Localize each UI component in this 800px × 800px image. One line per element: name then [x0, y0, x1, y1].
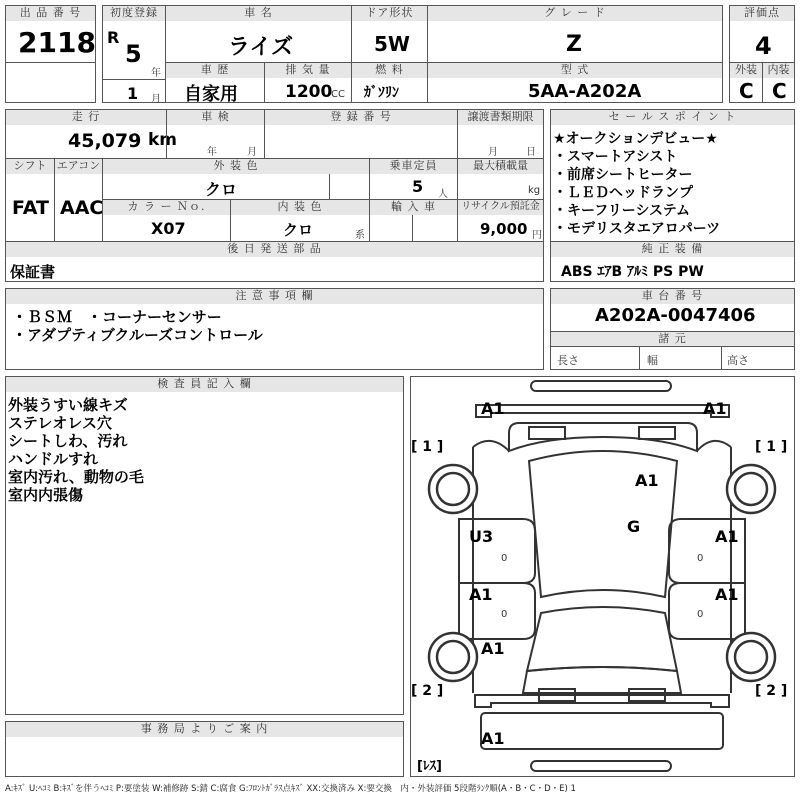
- damage-code-front-right: A1: [703, 399, 727, 418]
- mileage: 45,079: [68, 130, 142, 152]
- note-item: ・アダプティブクルーズコントロール: [12, 326, 263, 344]
- capacity-unit: 人: [438, 189, 448, 200]
- color-number-header: カ ラ ー Ｎｏ.: [103, 200, 230, 215]
- selling-points-list: [553, 130, 793, 238]
- displacement-cell: [264, 62, 352, 103]
- registration-month: 1: [127, 84, 139, 103]
- zero-mark: 0: [697, 609, 704, 620]
- mileage-cell: [5, 109, 178, 159]
- fuel-cell: [351, 62, 428, 103]
- inspector-cell: [5, 376, 404, 715]
- lot-blank-cell: [5, 62, 96, 103]
- interior-score-cell: [762, 62, 795, 103]
- spare-tire-label: [ﾚｽ]: [417, 759, 442, 774]
- inspection-year-unit: 年: [207, 147, 217, 158]
- zero-mark: 0: [697, 553, 704, 564]
- selling-point: ・スマートアシスト: [553, 149, 678, 165]
- vehicle-history: 自家用: [184, 84, 238, 105]
- import-cell: [369, 199, 458, 242]
- inspector-note: シートしわ、汚れ: [8, 432, 128, 450]
- zero-mark: 0: [501, 553, 508, 564]
- selling-points-header: セ ー ル ス ポ イ ン ト: [551, 110, 794, 125]
- inspector-notes: [8, 396, 398, 504]
- notes-list: [12, 308, 532, 344]
- history-cell: [165, 62, 265, 103]
- door-cell: [351, 5, 428, 63]
- color-number-cell: [102, 199, 231, 242]
- damage-code-right-rear-door: A1: [715, 585, 739, 604]
- interior-score: C: [772, 79, 787, 103]
- office-header: 事 務 局 よ り ご 案 内: [6, 722, 403, 737]
- first-registration-header: 初度登録: [103, 6, 165, 21]
- dim-width: 幅: [647, 354, 658, 367]
- door-type: 5W: [374, 32, 410, 56]
- dim-length: 長さ: [557, 354, 579, 367]
- recycle-header: リサイクル預託金: [458, 200, 543, 215]
- score-header: 評価点: [730, 6, 794, 21]
- exterior-color: クロ: [205, 180, 238, 199]
- damage-code-front-left: A1: [481, 399, 505, 418]
- grade-cell: [427, 5, 723, 63]
- inspector-header: 検 査 員 記 入 欄: [6, 377, 403, 392]
- displacement: 1200: [285, 82, 333, 102]
- exterior-score: C: [739, 79, 754, 103]
- score-cell: [729, 5, 795, 63]
- damage-code-right-front-door: A1: [715, 527, 739, 546]
- damage-code-left-rear-door: A1: [469, 585, 493, 604]
- notes-cell: [5, 288, 544, 370]
- interior-header: 内装: [763, 63, 794, 78]
- seating-capacity: 5: [412, 177, 424, 196]
- chassis-cell: [550, 288, 795, 370]
- inspection-cell: [166, 109, 265, 159]
- color-number: X07: [151, 219, 186, 238]
- transfer-deadline-header: 譲渡書類期限: [458, 110, 543, 125]
- equipment-list: ABS ｴｱB ｱﾙﾐ PS PW: [561, 264, 704, 280]
- mileage-unit: km: [148, 130, 178, 150]
- transfer-deadline-cell: [457, 109, 544, 159]
- interior-color-unit: 系: [355, 230, 365, 241]
- lot-number: 2118: [18, 26, 96, 59]
- recycle-cell: [457, 199, 544, 242]
- damage-diagram: [410, 376, 795, 777]
- tire-label-rear-left: [ 2 ]: [411, 683, 444, 699]
- model-code: 5AA-A202A: [528, 81, 642, 102]
- shift-header: シフト: [6, 159, 54, 174]
- legend: A:ｷｽﾞ U:ﾍｺﾐ B:ｷｽﾞを伴うﾍｺﾐ P:要塗装 W:補修跡 S:錆 C:腐食 G:ﾌﾛﾝﾄｶﾞﾗｽ点ｷｽﾞ XX:交換済み X:要交換 内・外装評価 5段階ﾗﾝｸ順(A・B・C・D・E) 1: [5, 784, 576, 794]
- capacity-cell: [369, 158, 458, 200]
- model-cell: [427, 62, 723, 103]
- max-load-cell: [457, 158, 544, 200]
- inspector-note: 室内内張傷: [8, 486, 84, 504]
- lot-number-cell: [5, 5, 96, 63]
- later-parts-header: 後 日 発 送 部 品: [6, 242, 543, 257]
- ext-color-header: 外 装 色: [103, 159, 369, 174]
- recycle-deposit: 9,000: [480, 220, 528, 238]
- mileage-header: 走 行: [6, 110, 166, 125]
- capacity-header: 乗車定員: [370, 159, 457, 174]
- dim-height: 高さ: [727, 354, 749, 367]
- inspection-month-unit: 月: [247, 147, 257, 158]
- tire-label-front-left: [ 1 ]: [411, 439, 444, 455]
- interior-color: クロ: [283, 221, 314, 239]
- import-header: 輸 入 車: [370, 200, 457, 215]
- registration-number-header: 登 録 番 号: [265, 110, 457, 125]
- registration-year: 5: [125, 40, 142, 68]
- grade-header: グ レ ー ド: [428, 6, 722, 21]
- max-load-header: 最大積載量: [458, 159, 543, 174]
- chassis-header: 車 台 番 号: [551, 289, 794, 304]
- lot-number-header: 出 品 番 号: [6, 6, 95, 21]
- damage-code-hood: A1: [635, 471, 659, 490]
- fuel-type: ｶﾞｿﾘﾝ: [364, 85, 399, 101]
- car-outline-diagram: [411, 377, 794, 776]
- inspector-note: ステレオレス穴: [8, 414, 112, 432]
- model-header: 型 式: [428, 63, 722, 78]
- selling-points-cell: [550, 109, 795, 242]
- displacement-header: 排 気 量: [265, 63, 351, 78]
- note-item: ・ＢＳＭ ・コーナーセンサー: [12, 308, 222, 326]
- inspector-note: ハンドルすれ: [8, 450, 99, 468]
- aircon-cell: [54, 158, 103, 242]
- damage-code-left-front-door: U3: [469, 527, 494, 546]
- car-name: ライズ: [228, 35, 294, 60]
- later-parts-cell: [5, 241, 544, 282]
- dimensions-header: 諸 元: [551, 331, 794, 346]
- overall-score: 4: [755, 32, 772, 60]
- inspector-note: 外装うすい線キズ: [8, 396, 128, 414]
- year-unit: 年: [151, 68, 161, 79]
- selling-point: ・ＬＥＤヘッドランプ: [553, 185, 693, 201]
- transfer-day-unit: 日: [526, 147, 536, 158]
- transfer-month-unit: 月: [488, 147, 498, 158]
- era-mark: R: [107, 28, 120, 47]
- tire-label-rear-right: [ 2 ]: [755, 683, 788, 699]
- shift-cell: [5, 158, 55, 242]
- car-name-cell: [165, 5, 352, 63]
- ext-color-cell: [102, 158, 370, 200]
- later-parts: 保証書: [10, 263, 56, 281]
- damage-code-windshield: G: [627, 517, 641, 536]
- history-header: 車 歴: [166, 63, 264, 78]
- office-cell: [5, 721, 404, 777]
- selling-point: ・キーフリーシステム: [553, 203, 691, 219]
- int-color-header: 内 装 色: [231, 200, 369, 215]
- tire-label-front-right: [ 1 ]: [755, 439, 788, 455]
- zero-mark: 0: [501, 609, 508, 620]
- exterior-score-cell: [729, 62, 763, 103]
- month-unit: 月: [151, 94, 161, 105]
- aircon-type: AAC: [60, 197, 104, 219]
- car-name-header: 車 名: [166, 6, 351, 21]
- damage-code-left-rear-fender: A1: [481, 639, 505, 658]
- damage-code-rear-bumper: A1: [481, 729, 505, 748]
- registration-number-cell: [264, 109, 458, 159]
- first-registration-cell: [102, 5, 166, 103]
- inspection-header: 車 検: [167, 110, 264, 125]
- fuel-header: 燃 料: [352, 63, 427, 78]
- selling-point: ★オークションデビュー★: [553, 131, 718, 147]
- notes-header: 注 意 事 項 欄: [6, 289, 543, 304]
- equipment-cell: [550, 241, 795, 282]
- chassis-number: A202A-0047406: [595, 305, 756, 326]
- shift-type: FAT: [12, 197, 49, 219]
- displacement-unit: CC: [331, 89, 345, 100]
- inspector-note: 室内汚れ、動物の毛: [8, 468, 144, 486]
- aircon-header: エアコン: [56, 159, 101, 172]
- recycle-unit: 円: [532, 230, 542, 241]
- selling-point: ・モデリスタエアロパーツ: [553, 221, 721, 237]
- door-header: ドア形状: [352, 6, 427, 21]
- equipment-header: 純 正 装 備: [551, 242, 794, 257]
- selling-point: ・前席シートヒーター: [553, 167, 693, 183]
- exterior-header: 外装: [730, 63, 762, 78]
- grade: Z: [566, 32, 582, 57]
- max-load-unit: kg: [528, 185, 541, 196]
- int-color-cell: [230, 199, 370, 242]
